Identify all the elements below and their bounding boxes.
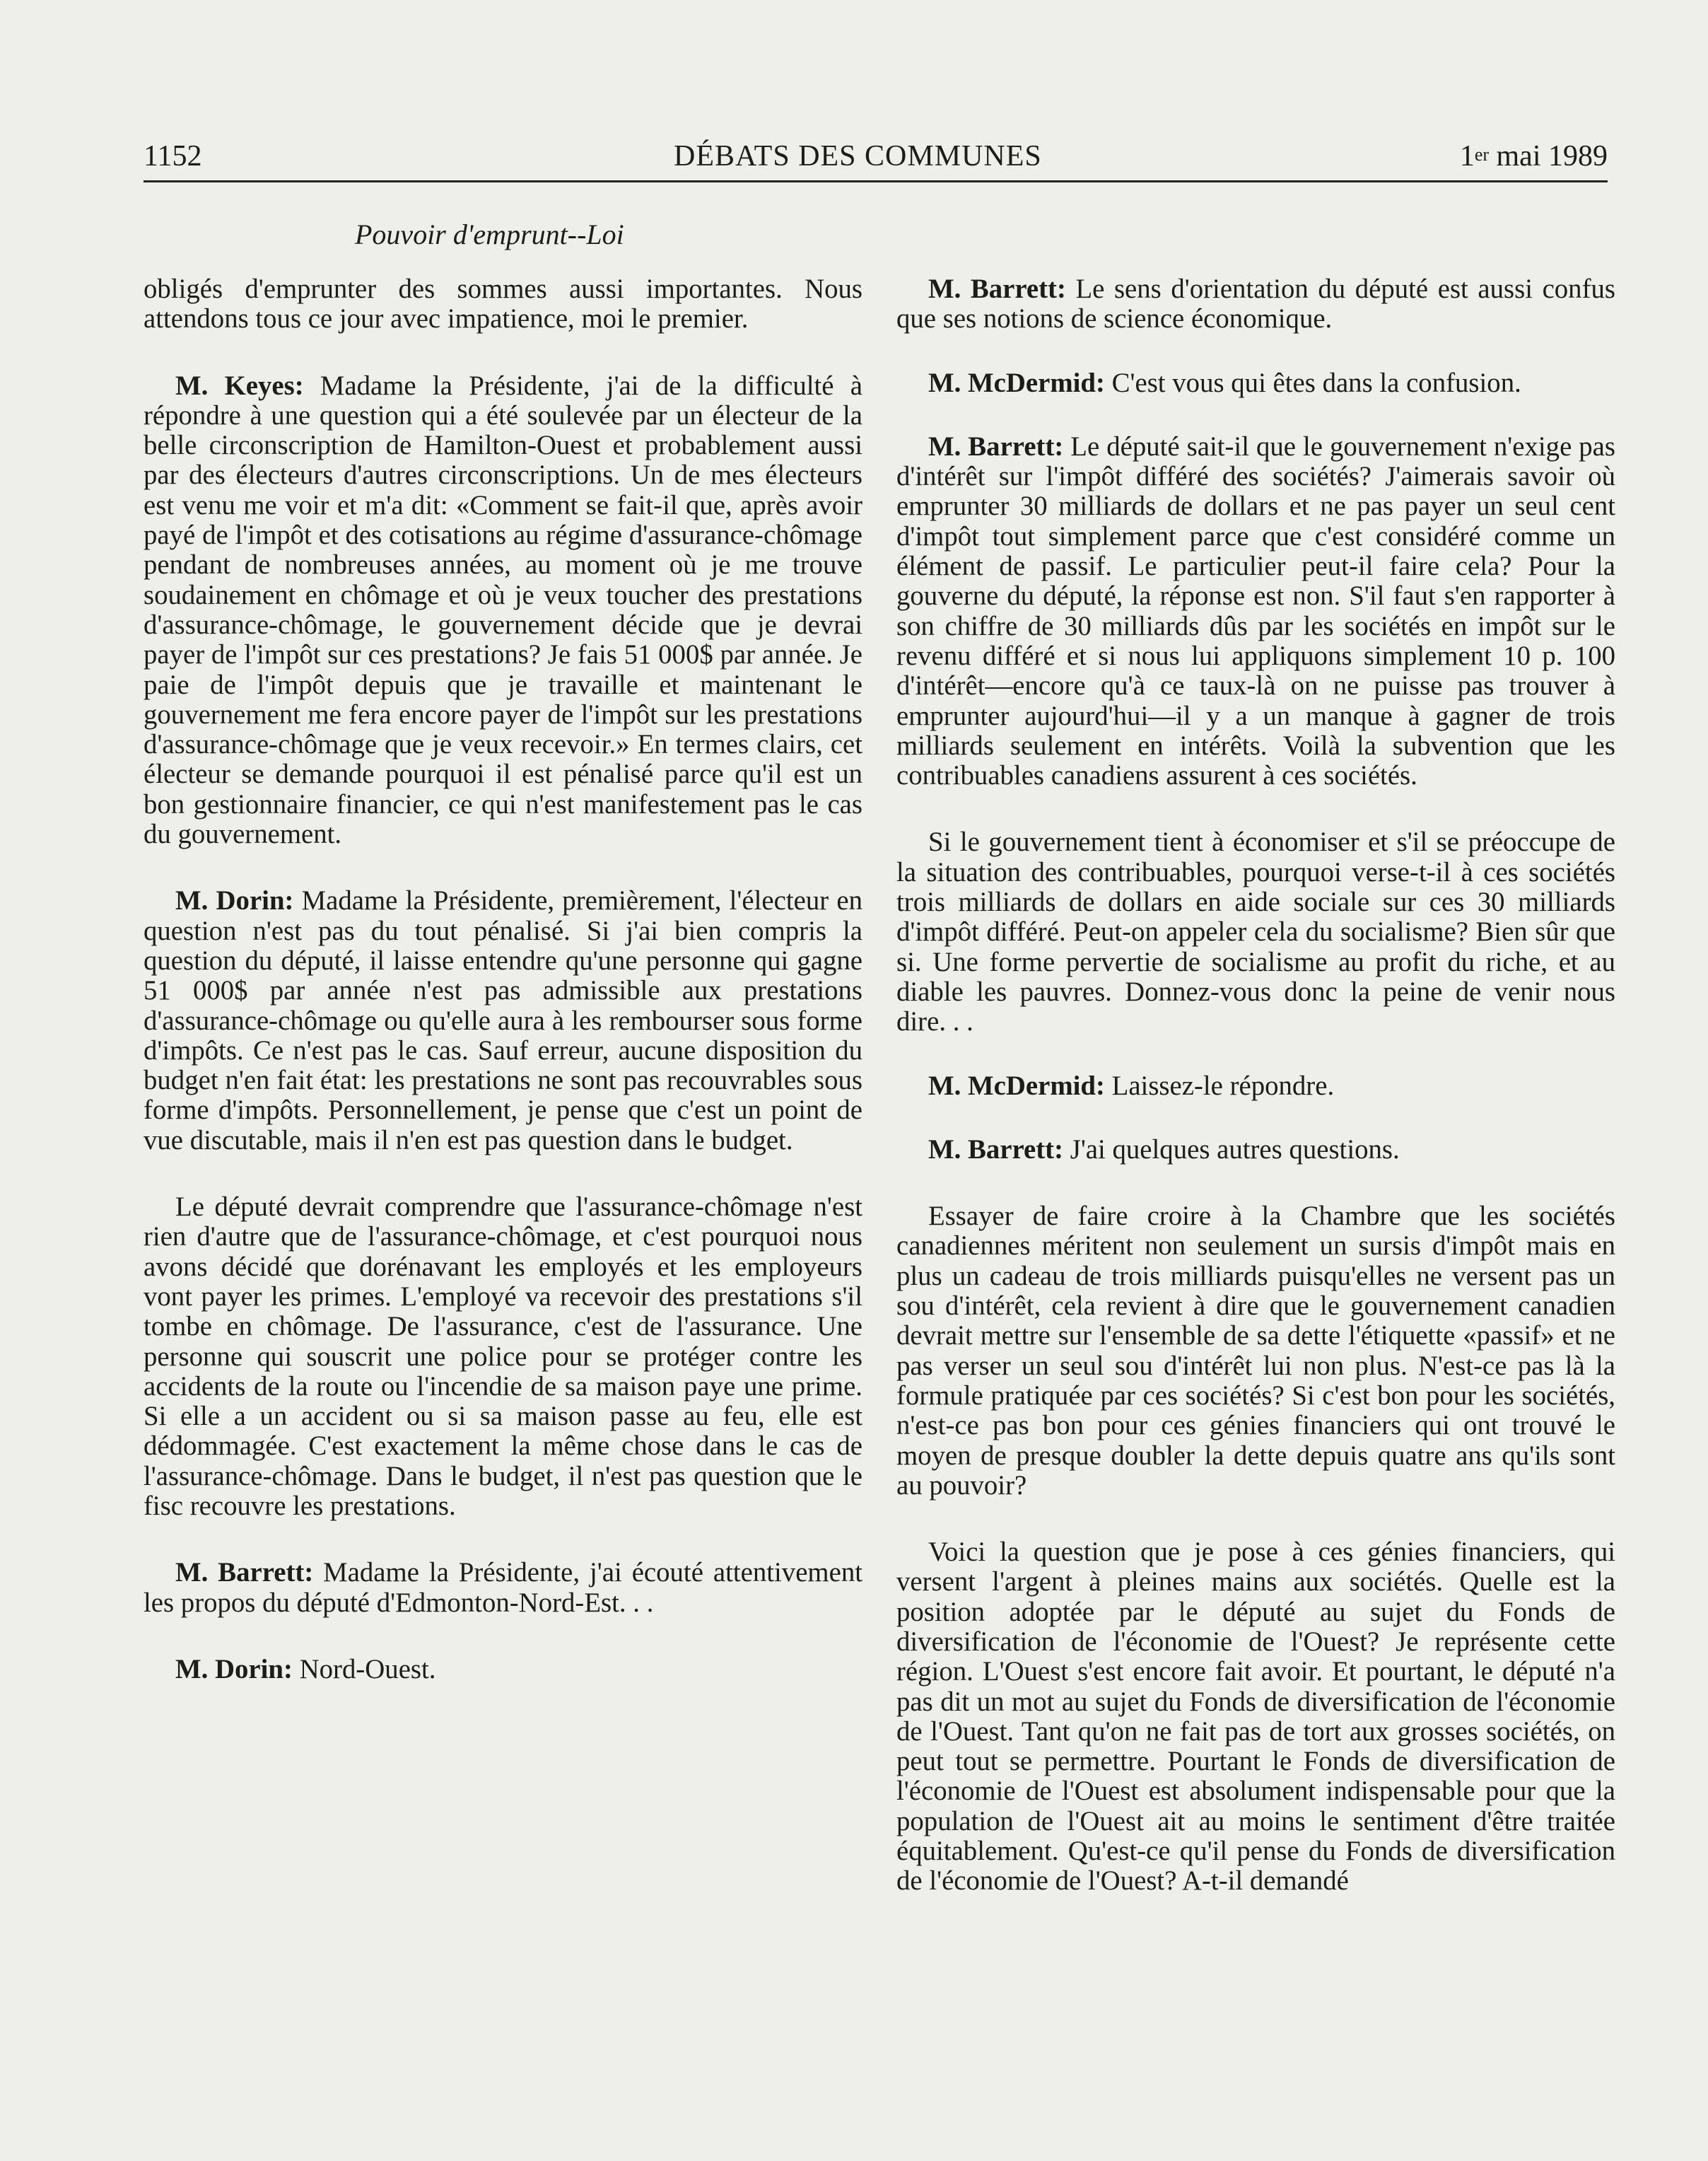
paragraph: Essayer de faire croire à la Chambre que les sociétés canadiennes méritent non seulement un sursis d'impôt mais en plus un cadeau de trois milliards puisqu'elles ne versent pas un sou d'intérêt, cela revient à dire que le gouvernement canadien devrait mettre sur l'ensemble de sa dette l'étiquette «passif» et ne pas verser un seul sou d'intérêt lui non plus. N'est-ce pas là la formule pratiquée par ces sociétés? Si c'est bon pour les sociétés, n'est-ce pas bon pour ces génies financiers qui ont trouvé le moyen de presque doubler la dette depuis quatre ans qu'ils sont au pouvoir?: [896, 1201, 1615, 1501]
speaker-name: M. Barrett:: [928, 1134, 1064, 1165]
paragraph: M. Barrett: Le sens d'orientation du député est aussi confus que ses notions de science économique.: [896, 274, 1615, 334]
paragraph: obligés d'emprunter des sommes aussi importantes. Nous attendons tous ce jour avec impatience, moi le premier.: [144, 274, 862, 334]
paragraph: M. Barrett: Le député sait-il que le gouvernement n'exige pas d'intérêt sur l'impôt différé des sociétés? J'aimerais savoir où emprunter 30 milliards de dollars et ne pas payer un seul cent d'impôt tout simplement parce que c'est considéré comme un élément de passif. Le particulier peut-il faire cela? Pour la gouverne du député, la réponse est non. S'il faut s'en rapporter à son chiffre de 30 milliards dûs par les sociétés en impôt sur le revenu différé et si nous lui appliquons simplement 10 p. 100 d'intérêt—encore qu'à ce taux-là on ne puisse pas trouver à emprunter aujourd'hui—il y a un manque à gagner de trois milliards seulement en intérêts. Voilà la subvention que les contribuables canadiens assurent à ces sociétés.: [896, 431, 1616, 791]
date-day: 1: [1459, 140, 1475, 173]
right-column: [896, 274, 1615, 1933]
paragraph: Si le gouvernement tient à économiser et s'il se préoccupe de la situation des contribuables, pourquoi verse-t-il à ces sociétés trois milliards de dollars en aide sociale sur ces 30 milliards d'impôt différé. Peut-on appeler cela du socialisme? Bien sûr que si. Une forme pervertie de socialisme au profit du riche, et au diable les pauvres. Donnez-vous donc la peine de venir nous dire. . .: [896, 827, 1615, 1037]
paragraph: Le député devrait comprendre que l'assurance-chômage n'est rien d'autre que de l'assurance-chômage, et c'est pourquoi nous avons décidé que dorénavant les employés et les employeurs vont payer les primes. L'employé va recevoir des prestations s'il tombe en chômage. De l'assurance, c'est de l'assurance. Une personne qui souscrit une police pour se protéger contre les accidents de la route ou l'incendie de sa maison paye une prime. Si elle a un accident ou si sa maison passe au feu, elle est dédommagée. C'est exactement la même chose dans le cas de l'assurance-chômage. Dans le budget, il n'est pas question que le fisc recouvre les prestations.: [144, 1192, 862, 1521]
header-rule: [144, 180, 1608, 182]
page-number: 1152: [144, 140, 202, 173]
paragraph: M. McDermid: Laissez-le répondre.: [928, 1070, 1335, 1101]
speaker-name: M. McDermid:: [928, 367, 1105, 398]
paragraph: M. Barrett: Madame la Présidente, j'ai écouté attentivement les propos du député d'Edmonton-Nord-Est. . .: [144, 1557, 863, 1618]
date-month-year: mai 1989: [1489, 140, 1608, 173]
page-date: [1460, 139, 1608, 174]
speaker-name: M. Dorin:: [175, 885, 294, 916]
speaker-name: M. Barrett:: [928, 431, 1064, 462]
paragraph: M. Barrett: J'ai quelques autres questions.: [928, 1134, 1400, 1165]
speaker-name: M. Dorin:: [175, 1653, 293, 1684]
section-subtitle: Pouvoir d'emprunt--Loi: [355, 219, 624, 250]
left-column: [144, 274, 862, 1721]
speaker-name: M. Barrett:: [175, 1557, 314, 1588]
paragraph: M. Keyes: Madame la Présidente, j'ai de la difficulté à répondre à une question qui a été soulevée par un électeur de la belle circonscription de Hamilton-Ouest et probablement aussi par des électeurs d'autres circonscriptions. Un de mes électeurs est venu me voir et m'a dit: «Comment se fait-il que, après avoir payé de l'impôt et des cotisations au régime d'assurance-chômage pendant de nombreuses années, au moment où je me trouve soudainement en chômage et où je veux toucher des prestations d'assurance-chômage, le gouvernement décide que je devrai payer de l'impôt sur ces prestations? Je fais 51 000$ par année. Je paie de l'impôt depuis que je travaille et maintenant le gouvernement me fera encore payer de l'impôt sur les prestations d'assurance-chômage que je veux recevoir.» En termes clairs, cet électeur se demande pourquoi il est pénalisé parce qu'il est un bon gestionnaire financier, ce qui n'est manifestement pas le cas du gouvernement.: [144, 370, 862, 850]
speaker-name: M. Barrett:: [928, 274, 1066, 304]
speaker-name: M. McDermid:: [928, 1070, 1105, 1101]
paragraph: M. Dorin: Nord-Ouest.: [175, 1653, 436, 1684]
paragraph: M. Dorin: Madame la Présidente, premièrement, l'électeur en question n'est pas du tout pénalisé. Si j'ai bien compris la question du député, il laisse entendre qu'une personne qui gagne 51 000$ par année n'est pas admissible aux prestations d'assurance-chômage ou qu'elle aura à les rembourser sous forme d'impôts. Ce n'est pas le cas. Sauf erreur, aucune disposition du budget n'en fait état: les prestations ne sont pas recouvrables sous forme d'impôts. Personnellement, je pense que c'est un point de vue discutable, mais il n'en est pas question dans le budget.: [144, 885, 862, 1155]
publication-title: DÉBATS DES COMMUNES: [674, 140, 1042, 173]
paragraph: M. McDermid: C'est vous qui êtes dans la confusion.: [928, 367, 1521, 398]
speaker-name: M. Keyes:: [175, 370, 304, 401]
date-superscript: er: [1474, 144, 1490, 165]
paragraph: Voici la question que je pose à ces génies financiers, qui versent l'argent à pleines mains aux sociétés. Quelle est la position adoptée par le député au sujet du Fonds de diversification de l'économie de l'Ouest? Je représente cette région. L'Ouest s'est encore fait avoir. Et pourtant, le député n'a pas dit un mot au sujet du Fonds de diversification de l'économie de l'Ouest. Tant qu'on ne fait pas de tort aux grosses sociétés, on peut tout se permettre. Pourtant le Fonds de diversification de l'économie de l'Ouest est absolument indispensable pour que la population de l'Ouest ait au moins le sentiment d'être traitée équitablement. Qu'est-ce qu'il pense du Fonds de diversification de l'économie de l'Ouest? A-t-il demandé: [896, 1537, 1615, 1897]
